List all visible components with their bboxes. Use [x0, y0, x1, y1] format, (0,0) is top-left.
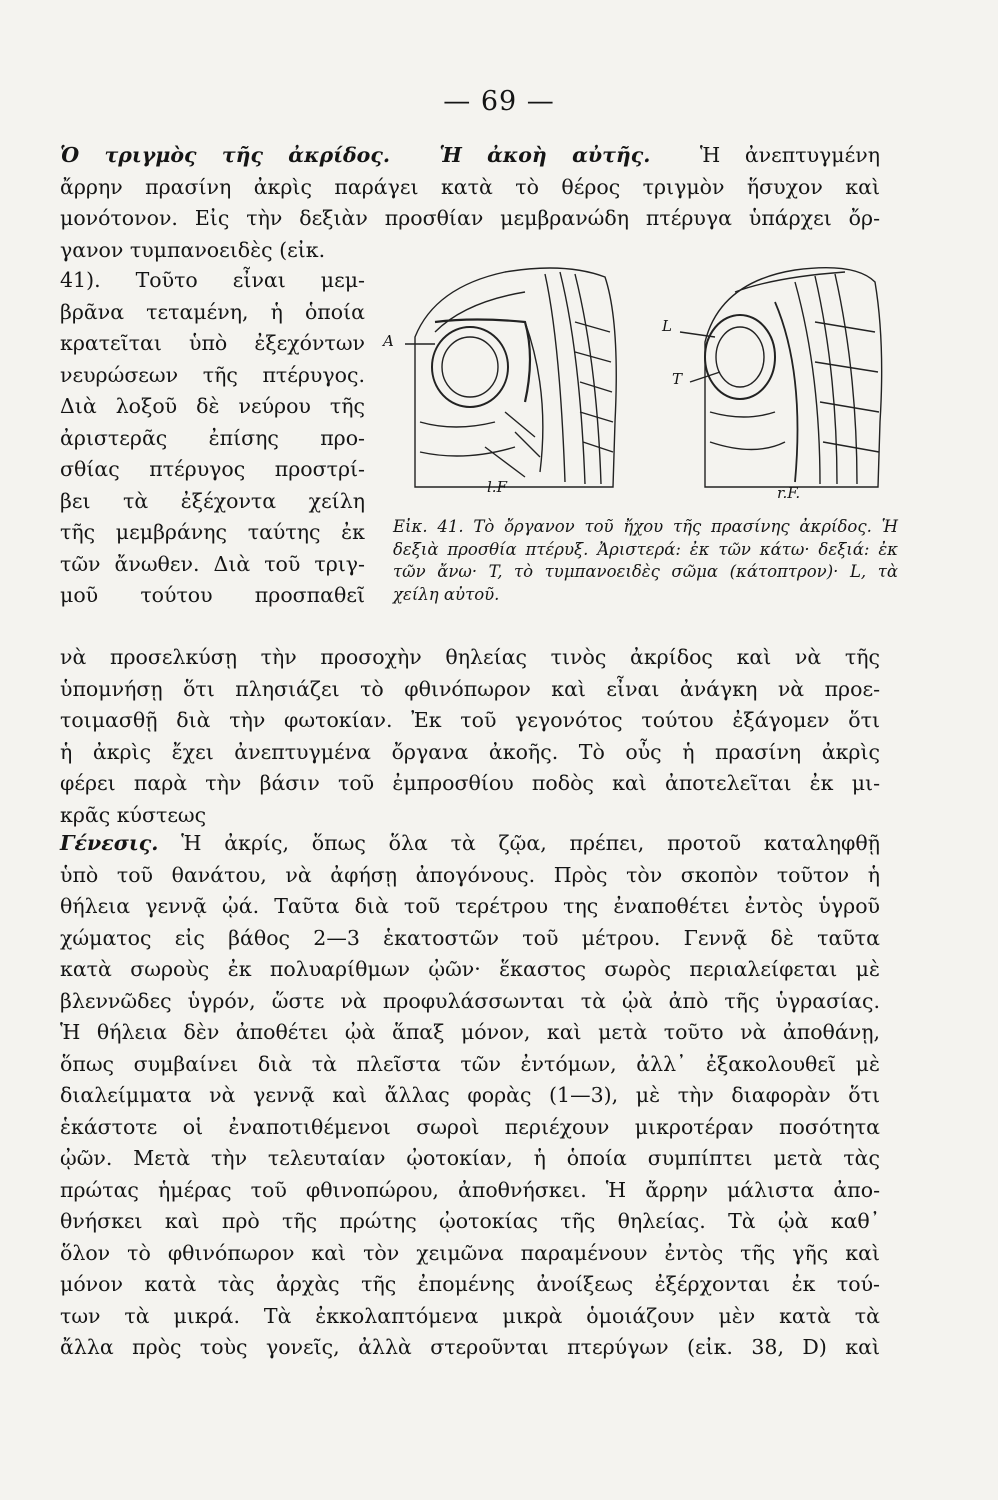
figure-caption: Εἰκ. 41. Τὸ ὄργανον τοῦ ἤχου τῆς πρασίνης ἀκρίδος. Ἡ δεξιὰ προσθία πτέρυξ. Ἀριστερά: ἐκ τῶν κάτω· δεξιά: ἐκ τῶν ἄνω· T, τὸ τυμπανοειδὲς σῶμα (κάτοπτρον)· L, τὰ χείλη αὐτοῦ. — [393, 517, 898, 604]
paragraph-line: βλεννῶδες ὑγρόν, ὥστε νὰ προφυλάσσωνται τὰ ᾠὰ ἀπὸ τῆς ὑγρασίας. — [60, 988, 880, 1013]
paragraph-line: ἡ ἀκρὶς ἔχει ἀνεπτυγμένα ὄργανα ἀκοῆς. Τὸ οὖς ἡ πρασίνη ἀκρὶς — [60, 739, 880, 764]
paragraph-continuation — [60, 642, 880, 831]
figure-label-rf: r.F. — [777, 484, 801, 502]
wrap-line: ἀριστερᾶς ἐπίσης προ- — [60, 425, 365, 450]
paragraph-line: διαλείμματα νὰ γεννᾷ καὶ ἄλλας φορὰς (1—3), μὲ τὴν διαφορὰν ὅτι — [60, 1083, 880, 1107]
paragraph-line: των τὰ μικρά. Τὰ ἐκκολαπτόμενα μικρὰ ὁμοιάζουν μὲν κατὰ τὰ — [60, 1303, 880, 1328]
paragraph-line: φέρει παρὰ τὴν βάσιν τοῦ ἐμπροσθίου ποδὸς καὶ ἀποτελεῖται ἐκ μι- — [60, 771, 880, 795]
wrapped-text-column — [60, 265, 365, 612]
wrap-line: βρᾶνα τεταμένη, ἡ ὁποία — [60, 299, 365, 324]
figure-label-l: L — [662, 317, 672, 335]
paragraph-line — [60, 140, 880, 172]
wrap-line: τῶν ἄνωθεν. Διὰ τοῦ τριγ- — [60, 551, 365, 576]
paragraph-line: ᾠῶν. Μετὰ τὴν τελευταίαν ᾠοτοκίαν, ἡ ὁποία συμπίπτει μετὰ τὰς — [60, 1146, 880, 1170]
paragraph-line: Ἡ θήλεια δὲν ἀποθέτει ᾠὰ ἅπαξ μόνον, καὶ μετὰ τοῦτο νὰ ἀποθάνῃ, — [60, 1020, 880, 1044]
wrap-line: σθίας πτέρυγος προστρί- — [60, 457, 365, 481]
paragraph-line: κρᾶς κύστεως — [60, 802, 207, 827]
wrap-line: μοῦ τούτου προσπαθεῖ — [60, 583, 365, 607]
paragraph-hearing — [60, 140, 880, 266]
paragraph-line — [60, 828, 880, 860]
paragraph-line: τοιμασθῇ διὰ τὴν φωτοκίαν. Ἐκ τοῦ γεγονότος τούτου ἐξάγομεν ὅτι — [60, 708, 880, 732]
section-heading-hearing: Ἡ ἀκοὴ αὐτῆς. — [439, 143, 651, 167]
paragraph-line: μονότονον. Εἰς τὴν δεξιὰν προσθίαν μεμβρανώδη πτέρυγα ὑπάρχει ὄρ- — [60, 206, 880, 230]
paragraph-line: ὑπὸ τοῦ θανάτου, νὰ ἀφήσῃ ἀπογόνους. Πρὸς τὸν σκοπὸν τοῦτον ἡ — [60, 862, 880, 887]
figure-label-lf: l.F — [487, 478, 507, 496]
paragraph-line: ἄλλα πρὸς τοὺς γονεῖς, ἀλλὰ στεροῦνται πτερύγων (εἰκ. 38, D) καὶ — [60, 1335, 880, 1359]
section-heading-genesis: Γένεσις. — [60, 831, 159, 855]
wing-drawing — [375, 262, 900, 507]
wrap-line: βει τὰ ἐξέχοντα χείλη — [60, 488, 365, 513]
paragraph-line: θήλεια γεννᾷ ᾠά. Ταῦτα διὰ τοῦ τερέτρου της ἐναποθέτει ἐντὸς ὑγροῦ — [60, 894, 880, 918]
text-fragment: Ἡ ἀνεπτυγμένη — [699, 143, 880, 167]
figure-label-a: A — [383, 332, 394, 350]
figure-41-wing-illustration — [375, 262, 900, 507]
wrap-line: τῆς μεμβράνης ταύτης ἐκ — [60, 520, 365, 544]
wrap-line: 41). Τοῦτο εἶναι μεμ- — [60, 268, 365, 292]
paragraph-line: κατὰ σωροὺς ἐκ πολυαρίθμων ᾠῶν· ἕκαστος σωρὸς περιαλείφεται μὲ — [60, 957, 880, 981]
text-fragment: Ἡ ἀκρίς, ὅπως ὅλα τὰ ζῷα, πρέπει, προτοῦ καταληφθῇ — [181, 831, 880, 855]
paragraph-reproduction — [60, 828, 880, 1364]
wrap-line: κρατεῖται ὑπὸ ἐξεχόντων — [60, 331, 365, 355]
page-number: — 69 — — [443, 86, 555, 117]
paragraph-line: νὰ προσελκύσῃ τὴν προσοχὴν θηλείας τινὸς ἀκρίδος καὶ νὰ τῆς — [60, 645, 880, 669]
figure-label-t: T — [672, 370, 683, 388]
paragraph-line: ὑπομνήσῃ ὅτι πλησιάζει τὸ φθινόπωρον καὶ εἶναι ἀνάγκη νὰ προε- — [60, 676, 880, 701]
paragraph-line: ὅλον τὸ φθινόπωρον καὶ τὸν χειμῶνα παραμένουν ἐντὸς τῆς γῆς καὶ — [60, 1240, 880, 1265]
paragraph-line: ἄρρην πρασίνη ἀκρὶς παράγει κατὰ τὸ θέρος τριγμὸν ἥσυχον καὶ — [60, 174, 880, 199]
wrap-line: νευρώσεων τῆς πτέρυγος. — [60, 362, 365, 387]
paragraph-line: πρώτας ἡμέρας τοῦ φθινοπώρου, ἀποθνήσκει. Ἡ ἄρρην μάλιστα ἀπο- — [60, 1177, 880, 1202]
paragraph-line: γανον τυμπανοειδὲς (εἰκ. — [60, 237, 326, 262]
paragraph-line: ὅπως συμβαίνει διὰ τὰ πλεῖστα τῶν ἐντόμων, ἀλλ᾽ ἐξακολουθεῖ μὲ — [60, 1051, 880, 1076]
wrap-line: Διὰ λοξοῦ δὲ νεύρου τῆς — [60, 394, 365, 418]
paragraph-line: θνήσκει καὶ πρὸ τῆς πρώτης ᾠοτοκίας τῆς θηλείας. Τὰ ᾠὰ καθ᾽ — [60, 1209, 880, 1233]
paragraph-line: μόνον κατὰ τὰς ἀρχὰς τῆς ἐπομένης ἀνοίξεως ἐξέρχονται ἐκ τού- — [60, 1272, 880, 1296]
paragraph-line: χώματος εἰς βάθος 2—3 ἑκατοστῶν τοῦ μέτρου. Γεννᾷ δὲ ταῦτα — [60, 925, 880, 950]
paragraph-line: ἑκάστοτε οἱ ἐναποτιθέμενοι σωροὶ περιέχουν μικροτέραν ποσότητα — [60, 1114, 880, 1139]
section-heading-chirp: Ὁ τριγμὸς τῆς ἀκρίδος. — [60, 143, 390, 167]
